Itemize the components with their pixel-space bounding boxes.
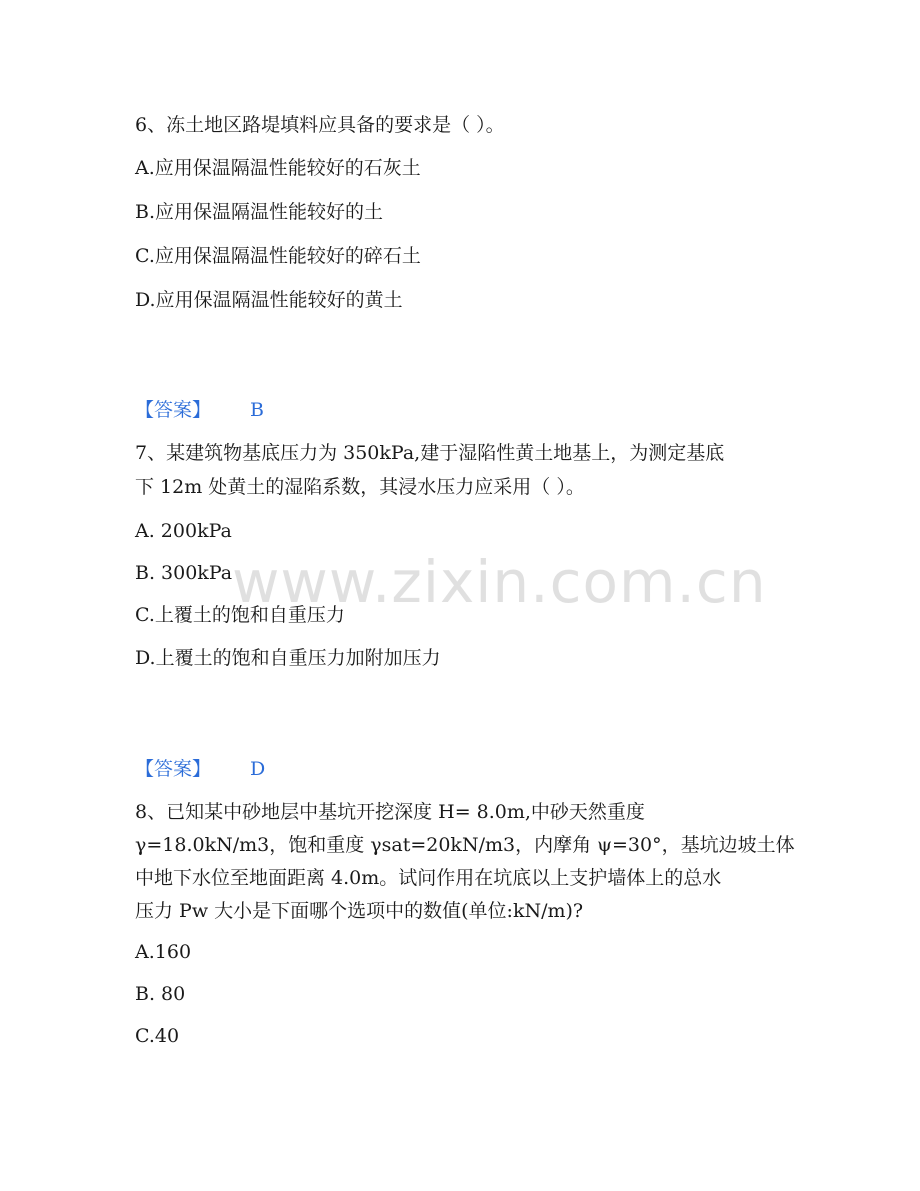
q6-option-a: A.应用保温隔温性能较好的石灰土 xyxy=(135,157,421,179)
q6-answer-value: B xyxy=(250,399,264,421)
q6-answer-label: 【答案】 xyxy=(135,399,212,421)
q8-stem-line1: 8、已知某中砂地层中基坑开挖深度 H= 8.0m,中砂天然重度 xyxy=(135,801,645,823)
q8-stem-line4: 压力 Pw 大小是下面哪个选项中的数值(单位:kN/m)? xyxy=(135,900,584,922)
q8-option-b: B. 80 xyxy=(135,983,186,1005)
q6-answer xyxy=(135,398,264,422)
q7-option-d: D.上覆土的饱和自重压力加附加压力 xyxy=(135,647,441,669)
q7-option-a: A. 200kPa xyxy=(135,520,232,542)
q7-stem-line2: 下 12m 处黄土的湿陷系数，其浸水压力应采用（ ）。 xyxy=(135,476,585,498)
q8-option-c: C.40 xyxy=(135,1025,180,1047)
q7-option-b: B. 300kPa xyxy=(135,562,233,584)
q7-answer-label: 【答案】 xyxy=(135,758,212,780)
q7-answer-value: D xyxy=(250,758,266,780)
q6-option-d: D.应用保温隔温性能较好的黄土 xyxy=(135,289,403,311)
q7-stem-line1: 7、某建筑物基底压力为 350kPa,建于湿陷性黄土地基上，为测定基底 xyxy=(135,442,725,464)
q6-stem: 6、冻土地区路堤填料应具备的要求是（ ）。 xyxy=(135,114,505,136)
q8-stem-line3: 中地下水位至地面距离 4.0m。试问作用在坑底以上支护墙体上的总水 xyxy=(135,867,722,889)
watermark: www.zixin.com.cn xyxy=(232,548,767,616)
q6-option-c: C.应用保温隔温性能较好的碎石土 xyxy=(135,245,421,267)
q8-stem-line2: γ=18.0kN/m3，饱和重度 γsat=20kN/m3，内摩角 ψ=30°，基坑边坡土体 xyxy=(135,834,795,856)
q7-option-c: C.上覆土的饱和自重压力 xyxy=(135,604,345,626)
q7-answer xyxy=(135,757,266,781)
q6-option-b: B.应用保温隔温性能较好的土 xyxy=(135,201,384,223)
q8-option-a: A.160 xyxy=(135,941,192,963)
